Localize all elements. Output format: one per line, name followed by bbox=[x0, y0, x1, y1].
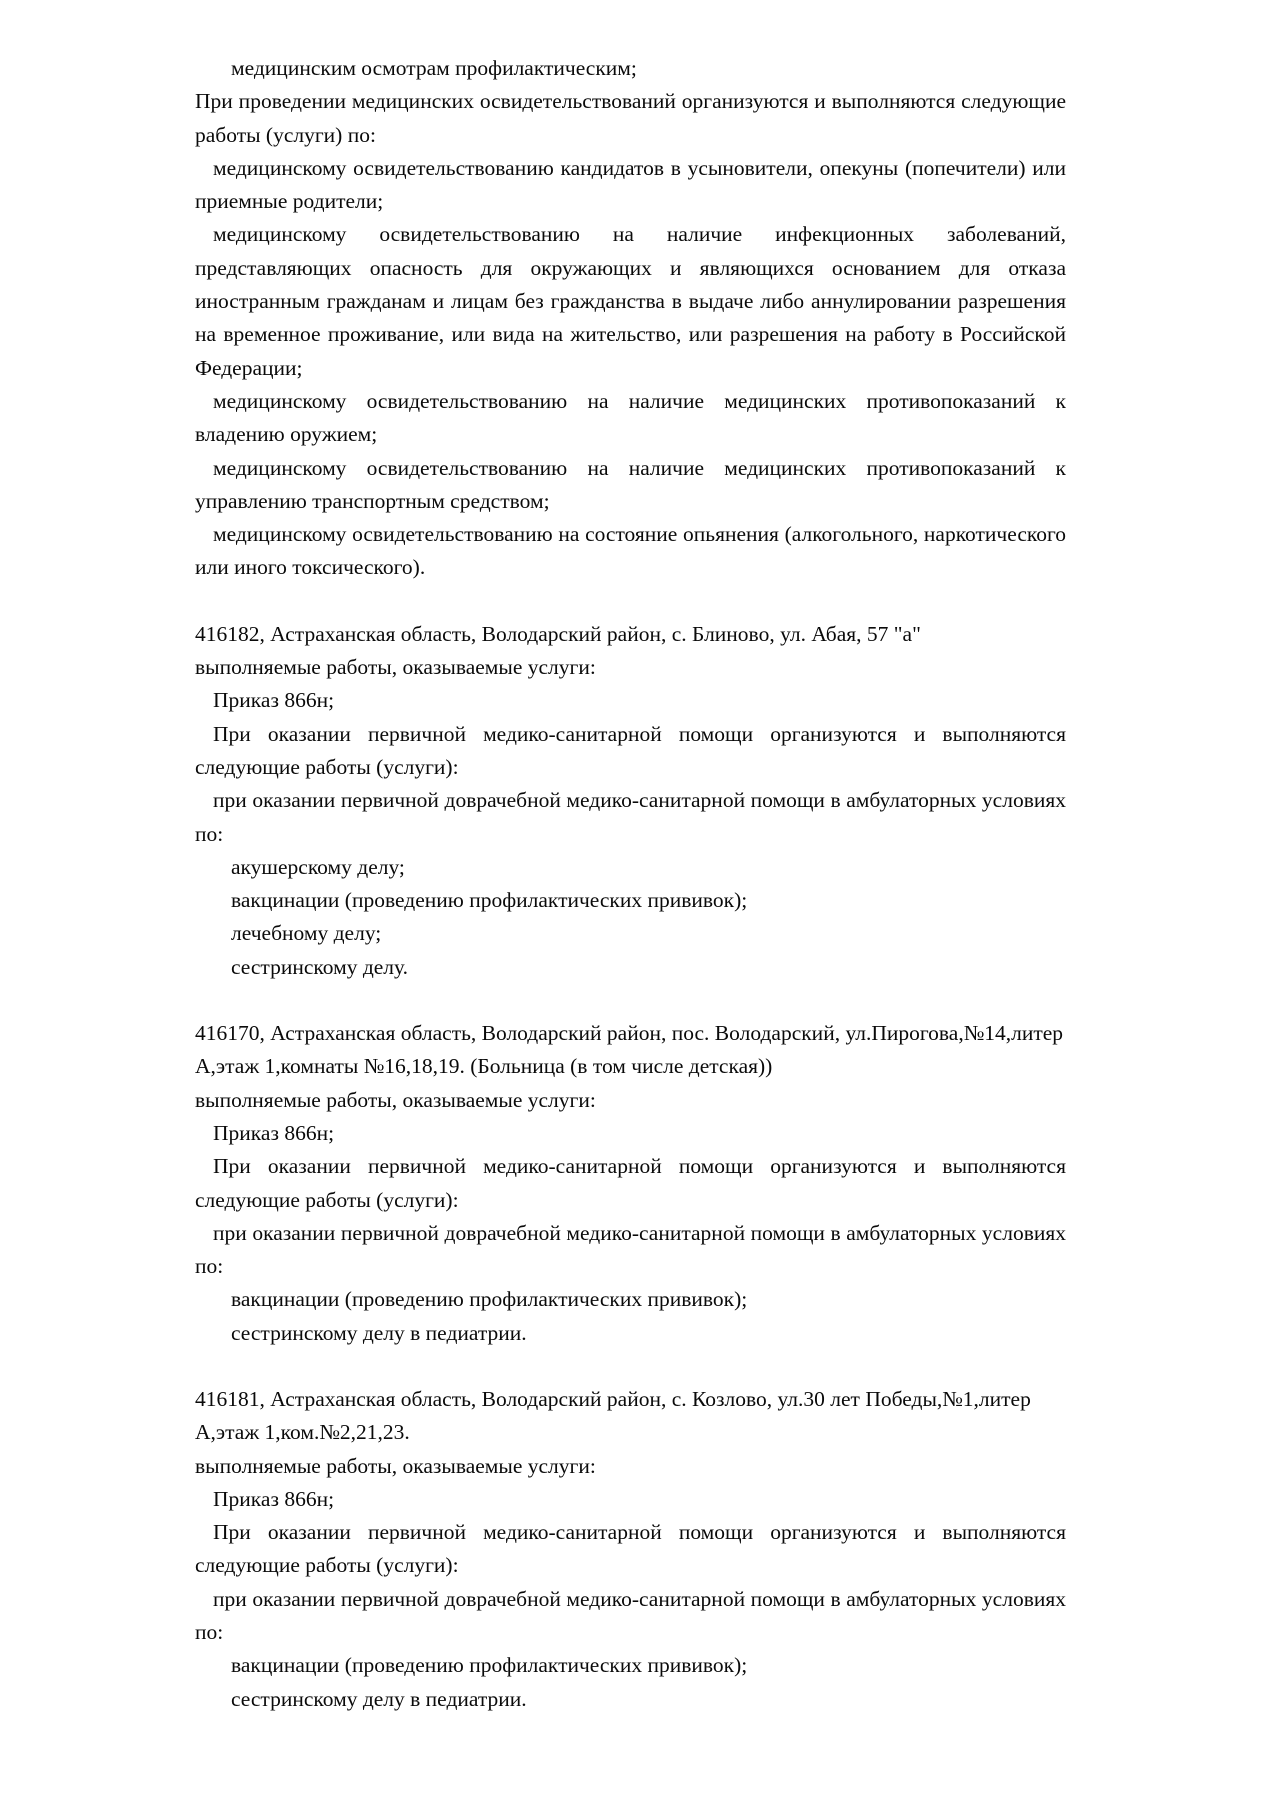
address-block bbox=[195, 618, 1066, 984]
services-header: выполняемые работы, оказываемые услуги: bbox=[195, 655, 596, 680]
services-header: выполняемые работы, оказываемые услуги: bbox=[195, 1087, 596, 1112]
intro-list-item: медицинскому освидетельствованию кандидатов в усыновители, опекуны (попечители) или приемные родители; bbox=[195, 155, 1066, 214]
section-spacer bbox=[195, 585, 1066, 618]
block-sub-lead-in: при оказании первичной доврачебной медико-санитарной помощи в амбулаторных условиях по: bbox=[195, 788, 1066, 846]
address-block bbox=[195, 1017, 1066, 1350]
address-line: 416170, Астраханская область, Володарский район, пос. Володарский, ул.Пирогова,№14,литер А,этаж 1,комнаты №16,18,19. (Больница (в том числе детская)) bbox=[195, 1021, 1064, 1079]
services-header: выполняемые работы, оказываемые услуги: bbox=[195, 1453, 596, 1478]
section-spacer bbox=[195, 1350, 1066, 1383]
block-lead-in: При оказании первичной медико-санитарной помощи организуются и выполняются следующие работы (услуги): bbox=[195, 721, 1066, 779]
intro-lead-in: При проведении медицинских освидетельствований организуются и выполняются следующие работы (услуги) по: bbox=[195, 89, 1066, 147]
block-lead-in: При оказании первичной медико-санитарной помощи организуются и выполняются следующие работы (услуги): bbox=[195, 1520, 1066, 1578]
order-label: Приказ 866н; bbox=[213, 688, 335, 713]
intro-list-item: медицинскому освидетельствованию на наличие медицинских противопоказаний к управлению транспортным средством; bbox=[195, 455, 1066, 513]
service-item: сестринскому делу в педиатрии. bbox=[231, 1686, 527, 1711]
order-label: Приказ 866н; bbox=[213, 1486, 335, 1511]
document-body bbox=[195, 52, 1066, 1716]
service-item: вакцинации (проведению профилактических прививок); bbox=[231, 888, 748, 913]
address-line: 416182, Астраханская область, Володарский район, с. Блиново, ул. Абая, 57 "а" bbox=[195, 621, 921, 646]
service-item: лечебному делу; bbox=[231, 921, 382, 946]
carryover-list-item: медицинским осмотрам профилактическим; bbox=[231, 56, 637, 80]
block-lead-in: При оказании первичной медико-санитарной помощи организуются и выполняются следующие работы (услуги): bbox=[195, 1154, 1066, 1212]
order-label: Приказ 866н; bbox=[213, 1120, 335, 1145]
block-sub-lead-in: при оказании первичной доврачебной медико-санитарной помощи в амбулаторных условиях по: bbox=[195, 1220, 1066, 1279]
address-block bbox=[195, 1383, 1066, 1716]
address-line: 416181, Астраханская область, Володарский район, с. Козлово, ул.30 лет Победы,№1,литер А,этаж 1,ком.№2,21,23. bbox=[195, 1386, 1031, 1445]
intro-list-item: медицинскому освидетельствованию на наличие медицинских противопоказаний к владению оружием; bbox=[195, 388, 1066, 447]
service-item: сестринскому делу в педиатрии. bbox=[231, 1320, 527, 1345]
service-item: вакцинации (проведению профилактических прививок); bbox=[231, 1287, 748, 1312]
intro-list-item: медицинскому освидетельствованию на состояние опьянения (алкогольного, наркотического или иного токсического). bbox=[195, 522, 1066, 580]
block-sub-lead-in: при оказании первичной доврачебной медико-санитарной помощи в амбулаторных условиях по: bbox=[195, 1586, 1066, 1645]
service-item: сестринскому делу. bbox=[231, 954, 408, 979]
intro-list-item: медицинскому освидетельствованию на наличие инфекционных заболеваний, представляющих опасность для окружающих и являющихся основанием для отказа иностранным гражданам и лицам без гражданства в выдаче либо аннулировании разрешения на временное проживание, или вида на жительство, или разрешения на работу в Российской Федерации; bbox=[195, 222, 1066, 380]
service-item: акушерскому делу; bbox=[231, 854, 405, 879]
section-spacer bbox=[195, 984, 1066, 1017]
service-item: вакцинации (проведению профилактических прививок); bbox=[231, 1653, 748, 1678]
